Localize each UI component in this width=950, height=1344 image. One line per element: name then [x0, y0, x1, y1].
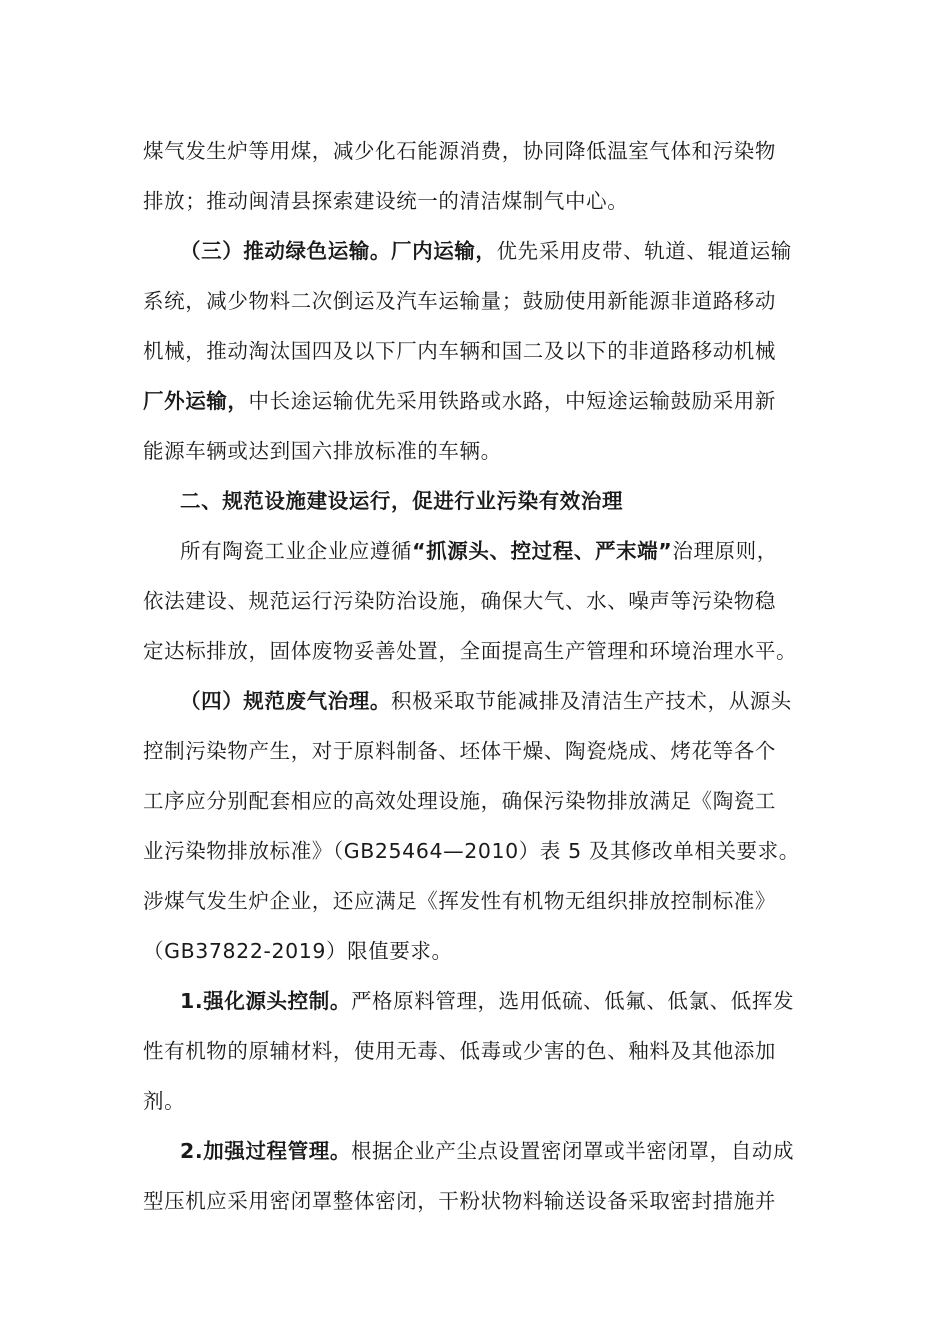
text-segment: 涉煤气发生炉企业，还应满足《挥发性有机物无组织排放控制标准》	[143, 889, 776, 913]
text-segment: 剂。	[143, 1089, 186, 1113]
text-segment: 机械，推动淘汰国四及以下厂内车辆和国二及以下的非道路移动机械	[143, 339, 776, 363]
text-segment: 根据企业产尘点设置密闭罩或半密闭罩，自动成	[350, 1139, 795, 1163]
text-segment: 排放；推动闽清县探索建设统一的清洁煤制气中心。	[143, 189, 629, 213]
item-heading-line	[180, 986, 794, 1016]
text-segment: 能源车辆或达到国六排放标准的车辆。	[143, 439, 502, 463]
text-line	[143, 636, 797, 666]
text-line	[143, 436, 502, 466]
text-line	[180, 536, 778, 566]
bold-term: 厂外运输，	[143, 389, 249, 413]
text-segment: 系统，减少物料二次倒运及汽车运输量；鼓励使用新能源非道路移动	[143, 289, 776, 313]
item-heading-line	[180, 1136, 794, 1166]
subsection-heading-line	[180, 236, 792, 266]
text-segment: 业污染物排放标准》（GB25464—2010）表 5 及其修改单相关要求。	[143, 839, 800, 863]
text-segment: 所有陶瓷工业企业应遵循	[180, 539, 413, 563]
text-segment: 中长途运输优先采用铁路或水路，中短途运输鼓励采用新	[248, 389, 776, 413]
text-segment: 性有机物的原辅材料，使用无毒、低毒或少害的色、釉料及其他添加	[143, 1039, 776, 1063]
text-segment: 定达标排放，固体废物妥善处置，全面提高生产管理和环境治理水平。	[143, 639, 798, 663]
item-heading: 2.加强过程管理。	[180, 1139, 351, 1163]
text-segment: 积极采取节能减排及清洁生产技术，从源头	[391, 689, 792, 713]
text-line	[143, 1086, 185, 1116]
text-line	[143, 736, 776, 766]
bold-term: “抓源头、控过程、严末端”	[412, 539, 673, 563]
text-segment: 型压机应采用密闭罩整体密闭，干粉状物料输送设备采取密封措施并	[143, 1189, 776, 1213]
text-line	[143, 786, 776, 816]
text-line	[143, 836, 800, 866]
text-segment: 工序应分别配套相应的高效处理设施，确保污染物排放满足《陶瓷工	[143, 789, 776, 813]
text-segment: 治理原则，	[672, 539, 778, 563]
text-line	[143, 286, 776, 316]
section-heading-line	[180, 486, 623, 516]
text-line	[143, 1036, 776, 1066]
text-segment: 严格原料管理，选用低硫、低氟、低氯、低挥发	[350, 989, 795, 1013]
text-line	[143, 936, 453, 966]
item-heading: 1.强化源头控制。	[180, 989, 351, 1013]
text-line	[143, 886, 776, 916]
subsection-heading: （四）规范废气治理。	[180, 689, 391, 713]
subsection-heading-line	[180, 686, 792, 716]
text-segment: 控制污染物产生，对于原料制备、坯体干燥、陶瓷烧成、烤花等各个	[143, 739, 776, 763]
text-segment: 煤气发生炉等用煤，减少化石能源消费，协同降低温室气体和污染物	[143, 139, 776, 163]
text-segment: （GB37822-2019）限值要求。	[143, 939, 453, 963]
text-line	[143, 186, 628, 216]
text-segment: 依法建设、规范运行污染防治设施，确保大气、水、噪声等污染物稳	[143, 589, 776, 613]
text-segment: 优先采用皮带、轨道、辊道运输	[496, 239, 792, 263]
text-line	[143, 586, 776, 616]
subsection-heading: （三）推动绿色运输。厂内运输，	[180, 239, 497, 263]
text-line	[143, 336, 776, 366]
section-heading: 二、规范设施建设运行，促进行业污染有效治理	[180, 489, 624, 513]
text-line	[143, 386, 776, 416]
text-line	[143, 136, 776, 166]
text-line	[143, 1186, 776, 1216]
